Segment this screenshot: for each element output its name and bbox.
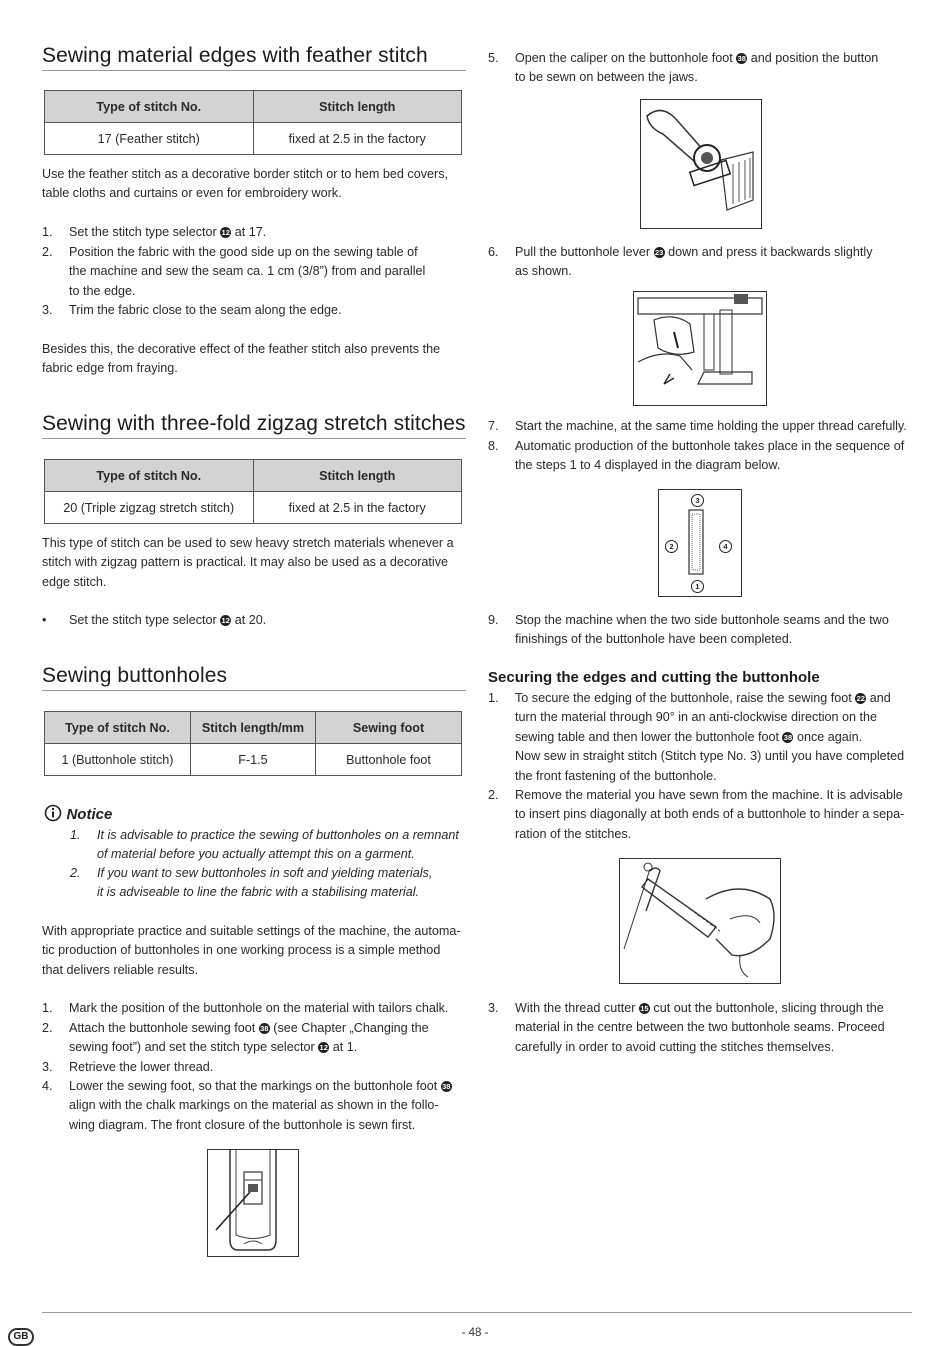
table-cell: fixed at 2.5 in the factory — [253, 492, 462, 524]
table-header: Stitch length — [253, 91, 462, 123]
footer-rule — [42, 1312, 912, 1313]
heading-rule — [42, 70, 466, 71]
step-marker-icon: 2 — [665, 540, 678, 553]
feather-stitch-table — [44, 90, 462, 155]
page-number: - 48 - — [461, 1327, 489, 1339]
step-marker-icon: 1 — [691, 580, 704, 593]
subheading-securing: Securing the edges and cutting the buttonhole — [488, 669, 820, 686]
selector-marker-icon: 12 — [221, 228, 230, 237]
foot-marker-icon: 22 — [856, 694, 865, 703]
table-cell: F-1.5 — [190, 744, 315, 776]
cutter-drawing — [620, 859, 780, 983]
table-header: Type of stitch No. — [45, 91, 254, 123]
paragraph: With appropriate practice and suitable settings of the machine, the automa- tic production of buttonholes in one working process is a simple method that delivers reliable results. — [42, 924, 461, 977]
caliper-figure — [640, 99, 762, 229]
foot-marker-icon: 38 — [442, 1082, 451, 1091]
table-header: Sewing foot — [316, 712, 462, 744]
lever-drawing — [634, 292, 766, 405]
table-cell: 1 (Buttonhole stitch) — [45, 744, 191, 776]
selector-marker-icon: 12 — [319, 1043, 328, 1053]
paragraph: Besides this, the decorative effect of the feather stitch also prevents the fabric edge from fraying. — [42, 342, 441, 376]
buttonhole-steps-diagram — [658, 489, 742, 597]
buttonhole-lever-figure — [633, 291, 767, 406]
selector-marker-icon: 12 — [221, 616, 230, 625]
notice-heading: Notice — [44, 804, 112, 824]
lever-marker-icon: 23 — [654, 248, 664, 257]
buttonhole-foot-figure — [207, 1149, 299, 1257]
step-marker-icon: 3 — [691, 494, 704, 507]
caliper-drawing — [641, 100, 761, 228]
paragraph: This type of stitch can be used to sew heavy stretch materials whenever a stitch with zigzag pattern is practical. It may also be used as a decorative edge stitch. — [42, 536, 454, 589]
table-cell: Buttonhole foot — [316, 744, 462, 776]
heading-rule — [42, 438, 466, 439]
table-cell: 20 (Triple zigzag stretch stitch) — [45, 492, 254, 524]
country-logo: GB — [8, 1328, 34, 1346]
thread-cutter-figure — [619, 858, 781, 984]
table-header: Type of stitch No. — [45, 712, 191, 744]
table-cell: fixed at 2.5 in the factory — [253, 123, 462, 155]
heading-zigzag-stretch: Sewing with three-fold zigzag stretch stitches — [42, 412, 466, 435]
foot-marker-icon: 38 — [783, 732, 793, 742]
heading-feather-stitch: Sewing material edges with feather stitch — [42, 44, 428, 67]
foot-marker-icon: 38 — [260, 1024, 269, 1033]
cutter-marker-icon: 15 — [640, 1004, 649, 1013]
step-marker-icon: 4 — [719, 540, 732, 553]
table-header: Type of stitch No. — [45, 460, 254, 492]
paragraph: Use the feather stitch as a decorative border stitch or to hem bed covers, table cloths and curtains or even for embroidery work. — [42, 167, 449, 201]
zigzag-table — [44, 459, 462, 524]
buttonhole-table — [44, 711, 462, 776]
foot-marker-icon: 38 — [737, 54, 746, 63]
info-icon — [44, 804, 62, 822]
heading-buttonholes: Sewing buttonholes — [42, 664, 228, 687]
buttonhole-foot-drawing — [208, 1150, 298, 1256]
table-cell: 17 (Feather stitch) — [45, 123, 254, 155]
heading-rule — [42, 690, 466, 691]
table-header: Stitch length/mm — [190, 712, 315, 744]
table-header: Stitch length — [253, 460, 462, 492]
